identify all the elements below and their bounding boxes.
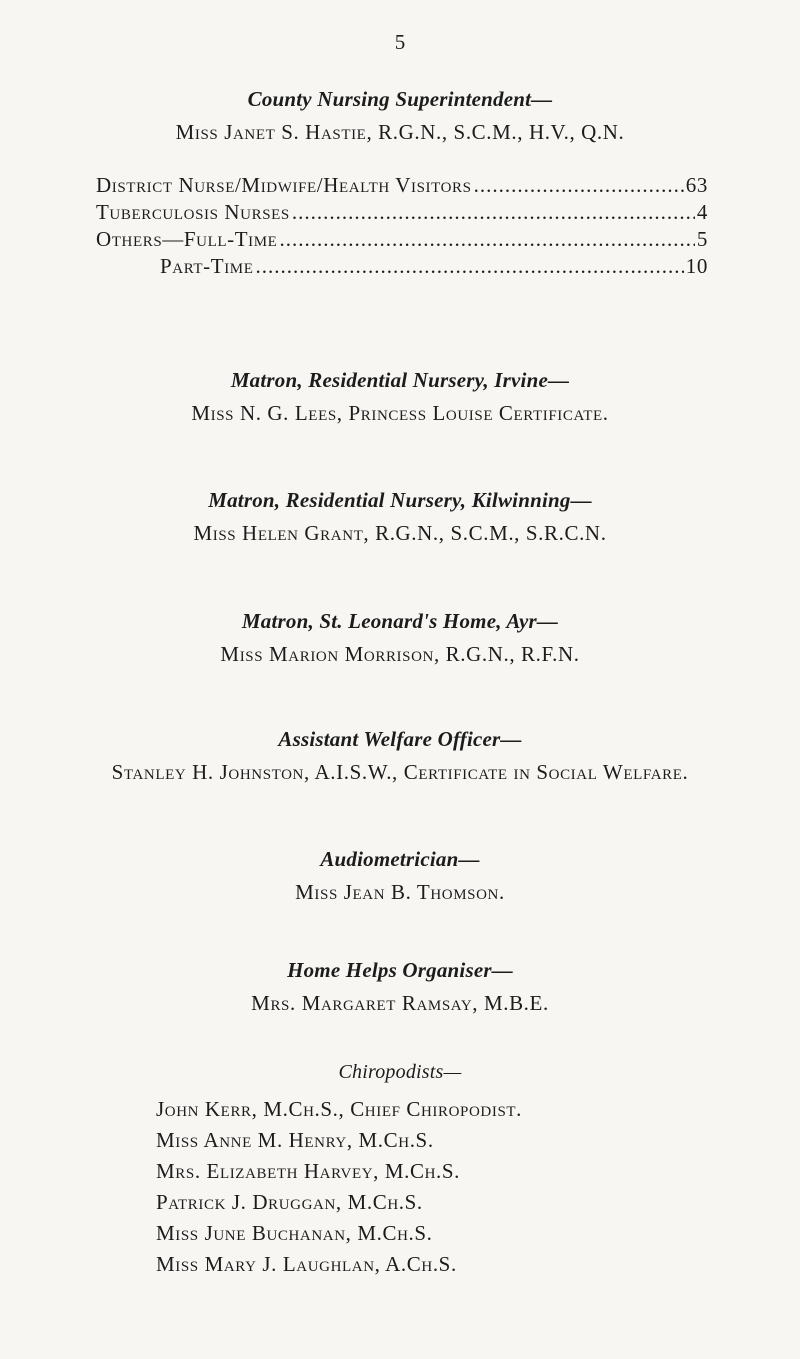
- staff-count: 5: [696, 227, 708, 251]
- chiropodists-list: [156, 1094, 522, 1280]
- section-name: Mrs. Margaret Ramsay, M.B.E.: [251, 991, 549, 1015]
- list-item: Patrick J. Druggan, M.Ch.S.: [156, 1190, 423, 1214]
- staff-label: Others—Full-Time: [96, 227, 278, 251]
- staff-count: 4: [696, 200, 708, 224]
- list-item: Mrs. Elizabeth Harvey, M.Ch.S.: [156, 1159, 460, 1183]
- audiometrician-section: [0, 847, 800, 905]
- leader-dots: [474, 173, 684, 198]
- matron-kilwinning-section: [0, 488, 800, 546]
- section-heading: Audiometrician—: [320, 847, 480, 871]
- matron-st-leonards-section: [0, 609, 800, 667]
- staff-row-others-full-time: [96, 227, 708, 254]
- list-item: Miss Anne M. Henry, M.Ch.S.: [156, 1128, 434, 1152]
- home-helps-organiser-section: [0, 958, 800, 1016]
- staff-row-part-time: [96, 254, 708, 281]
- leader-dots: [256, 254, 684, 279]
- section-name: Miss Janet S. Hastie, R.G.N., S.C.M., H.V., Q.N.: [175, 120, 625, 144]
- staff-row-tuberculosis-nurses: [96, 200, 708, 227]
- staff-label: Part-Time: [160, 254, 254, 278]
- section-name: Stanley H. Johnston, A.I.S.W., Certificate in Social Welfare.: [111, 760, 689, 784]
- section-name: Miss Helen Grant, R.G.N., S.C.M., S.R.C.N.: [193, 521, 607, 545]
- section-name: Miss N. G. Lees, Princess Louise Certificate.: [191, 401, 609, 425]
- section-heading: Chiropodists—: [338, 1061, 462, 1083]
- section-name: Miss Jean B. Thomson.: [295, 880, 505, 904]
- staff-list: [96, 173, 708, 281]
- staff-row-district-nurses: [96, 173, 708, 200]
- list-item: John Kerr, M.Ch.S., Chief Chiropodist.: [156, 1097, 523, 1121]
- section-heading: Matron, Residential Nursery, Irvine—: [230, 368, 570, 392]
- section-heading: Assistant Welfare Officer—: [278, 727, 522, 751]
- leader-dots: [292, 200, 695, 225]
- nursing-superintendent-section: [0, 87, 800, 145]
- page-number: 5: [394, 30, 406, 54]
- staff-count: 10: [685, 254, 708, 278]
- staff-label: Tuberculosis Nurses: [96, 200, 290, 224]
- list-item: Miss June Buchanan, M.Ch.S.: [156, 1221, 433, 1245]
- section-name: Miss Marion Morrison, R.G.N., R.F.N.: [220, 642, 580, 666]
- staff-count: 63: [685, 173, 708, 197]
- matron-irvine-section: [0, 368, 800, 426]
- leader-dots: [279, 227, 694, 252]
- assistant-welfare-officer-section: [0, 727, 800, 785]
- list-item: Miss Mary J. Laughlan, A.Ch.S.: [156, 1252, 457, 1276]
- chiropodists-section: [0, 1061, 800, 1084]
- staff-label: District Nurse/Midwife/Health Visitors: [96, 173, 472, 197]
- section-heading: Matron, Residential Nursery, Kilwinning—: [208, 488, 592, 512]
- section-heading: County Nursing Superintendent—: [247, 87, 553, 111]
- section-heading: Home Helps Organiser—: [287, 958, 513, 982]
- section-heading: Matron, St. Leonard's Home, Ayr—: [241, 609, 559, 633]
